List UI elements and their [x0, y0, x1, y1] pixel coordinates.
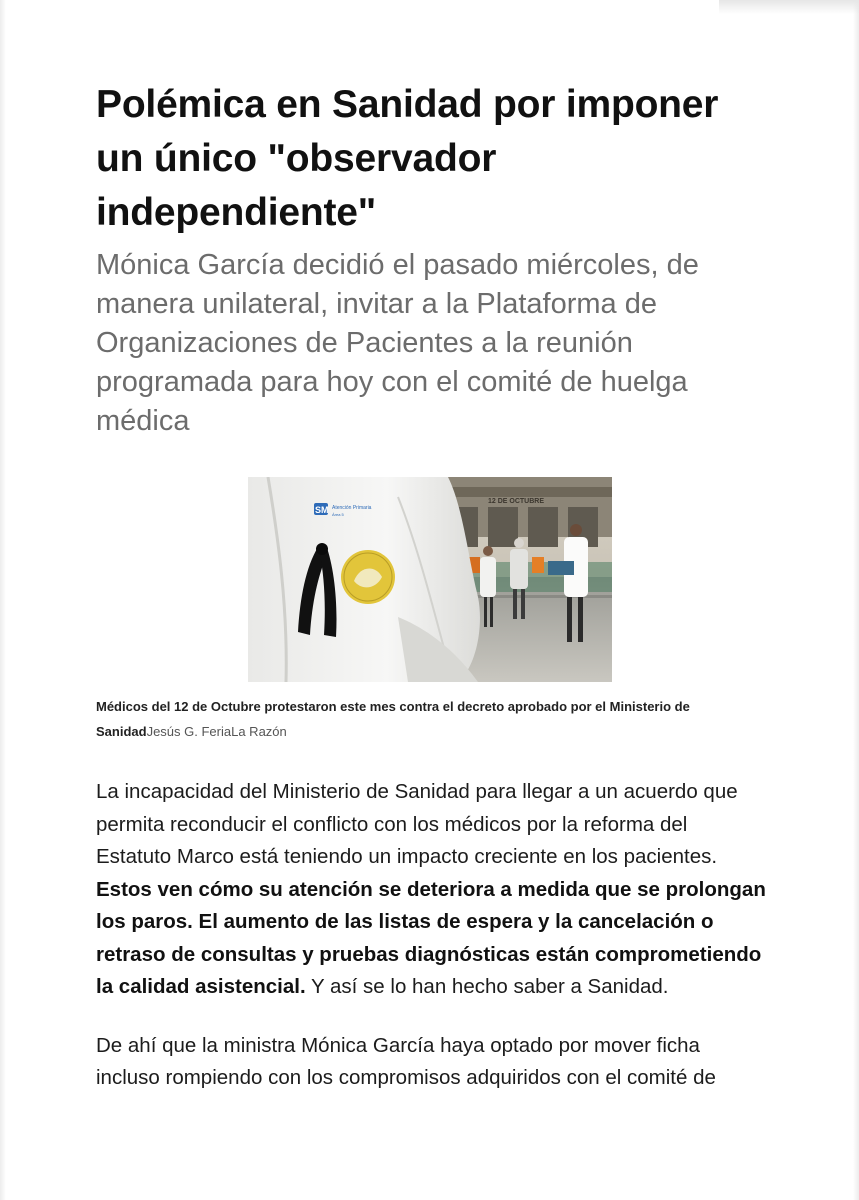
paragraph-1-lead: La incapacidad del Ministerio de Sanidad para llegar a un acuerdo que permita reconducir el conflicto con los médicos por la reforma del Estatuto Marco está teniendo un impacto creciente en los pacientes. [96, 780, 738, 868]
coat-logo: SM [315, 505, 329, 515]
photo-caption [96, 694, 766, 744]
paragraph-1-bold: Estos ven cómo su atención se deteriora a medida que se prolongan los paros. El aumento de las listas de espera y la cancelación o retraso de consultas y pruebas diagnósticas están comprometiendo la calidad asistencial. [96, 877, 766, 998]
caption-text: Médicos del 12 de Octubre protestaron este mes contra el decreto aprobado por el Ministerio de Sanidad [96, 699, 690, 739]
article-photo [248, 477, 612, 682]
paragraph-1 [96, 776, 766, 1004]
paragraph-1-tail: Y así se lo han hecho saber a Sanidad. [305, 975, 669, 998]
article-figure [96, 477, 766, 744]
coat-subtext: Área 5 [332, 512, 344, 517]
article-body [96, 776, 766, 1095]
headline: Polémica en Sanidad por imponer un único "observador independiente" [96, 83, 719, 234]
subtitle: Mónica García decidió el pasado miércoles, de manera unilateral, invitar a la Plataforma de Organizaciones de Pacientes a la reunión programada para hoy con el comité de huelga médica [96, 249, 699, 437]
article [96, 78, 766, 1121]
paragraph-2: De ahí que la ministra Mónica García haya optado por mover ficha incluso rompiendo con los compromisos adquiridos con el comité de [96, 1033, 716, 1089]
building-sign: 12 DE OCTUBRE [488, 498, 545, 505]
coat-text: Atención Primaria [332, 505, 372, 511]
photo-credit: Jesús G. FeriaLa Razón [146, 724, 287, 739]
